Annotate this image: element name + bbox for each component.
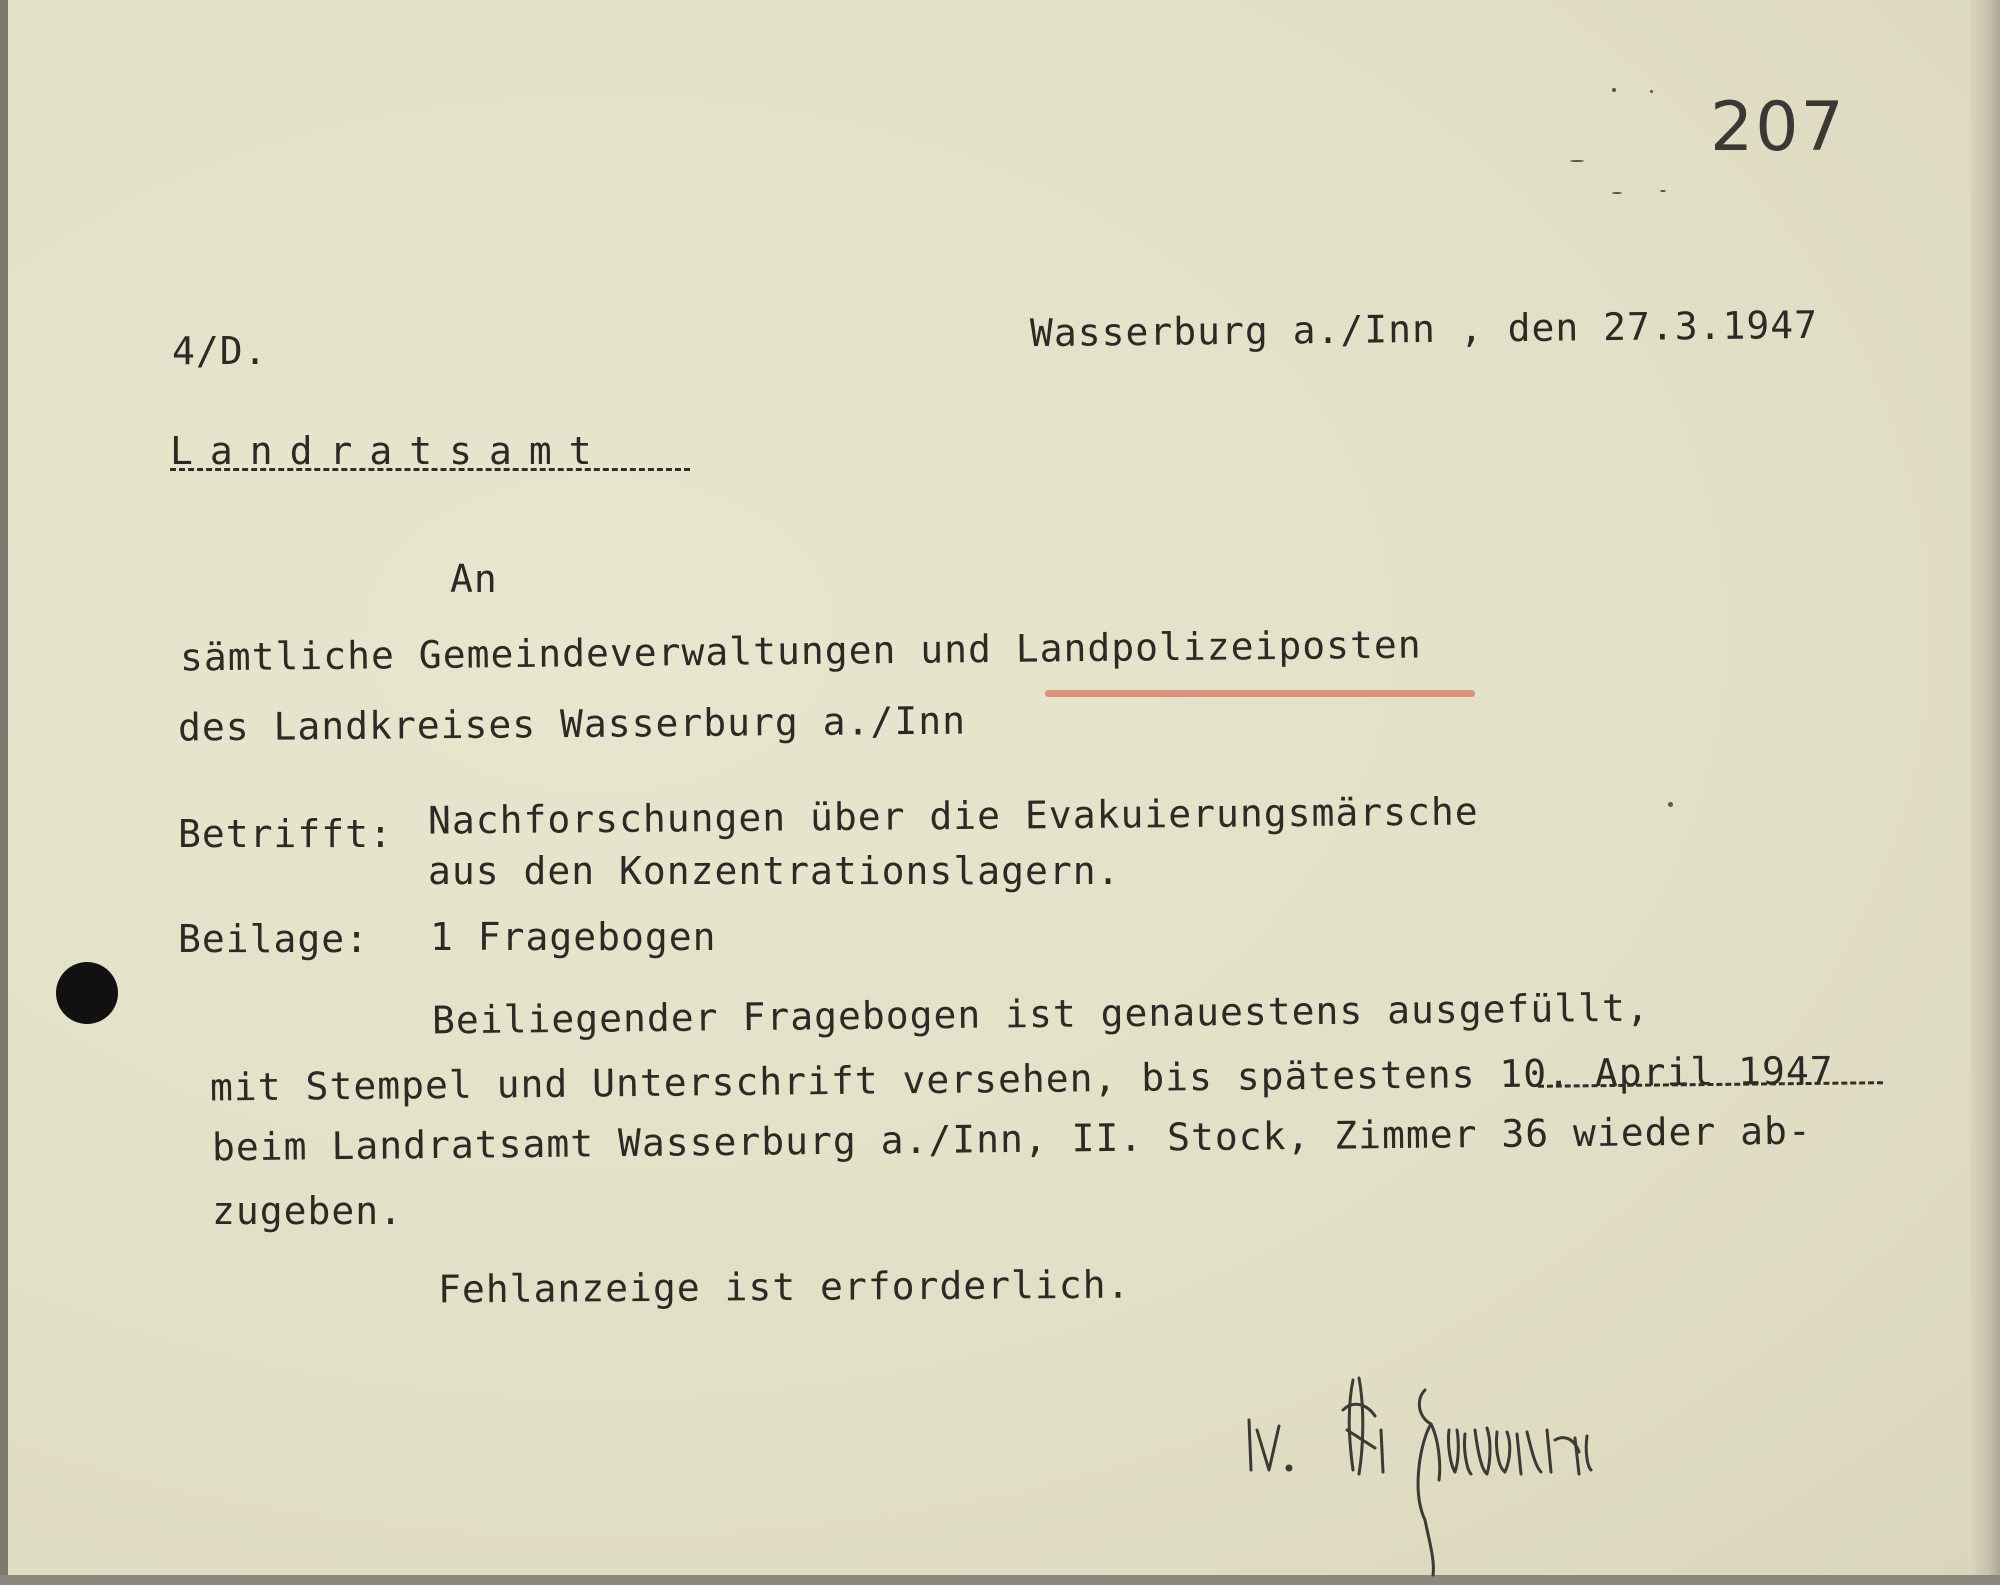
body-line-2: mit Stempel und Unterschrift versehen, bis spätestens 10. April 1947	[209, 1048, 1834, 1110]
page-edge-bottom	[0, 1575, 2000, 1585]
enclosure-value: 1 Fragebogen	[430, 915, 717, 959]
subject-line-2: aus den Konzentrationslagern.	[428, 849, 1121, 893]
body-line-3: beim Landratsamt Wasserburg a./Inn, II. Stock, Zimmer 36 wieder ab-	[211, 1108, 1813, 1170]
office-heading: Landratsamt	[170, 429, 609, 473]
salutation: An	[450, 557, 498, 601]
speck	[1612, 88, 1616, 92]
body-line-5: Fehlanzeige ist erforderlich.	[437, 1262, 1131, 1312]
page-number: 207	[1710, 88, 1846, 167]
subject-line-1: Nachforschungen über die Evakuierungsmärsche	[427, 789, 1479, 843]
speck	[1612, 192, 1622, 194]
addressee-line-1: sämtliche Gemeindeverwaltungen und Landpolizeiposten	[179, 622, 1422, 680]
speck	[1668, 802, 1673, 807]
addressee-line-2: des Landkreises Wasserburg a./Inn	[177, 698, 967, 750]
speck	[1660, 190, 1666, 192]
handwritten-signature	[1235, 1370, 1655, 1580]
reference-number: 4/D.	[172, 329, 268, 373]
dateline: Wasserburg a./Inn , den 27.3.1947	[1029, 302, 1819, 356]
page-edge-left	[0, 0, 8, 1585]
speck	[1650, 90, 1653, 93]
office-underline	[170, 468, 690, 471]
punch-hole	[56, 962, 118, 1024]
red-pencil-mark	[1045, 690, 1475, 697]
speck	[1570, 160, 1584, 162]
body-line-1: Beiliegender Fragebogen ist genauestens ausgefüllt,	[431, 985, 1650, 1043]
body-line-4: zugeben.	[212, 1189, 404, 1233]
enclosure-label: Beilage:	[178, 917, 370, 961]
subject-label: Betrifft:	[178, 812, 393, 856]
page-edge-right	[1970, 0, 2000, 1585]
